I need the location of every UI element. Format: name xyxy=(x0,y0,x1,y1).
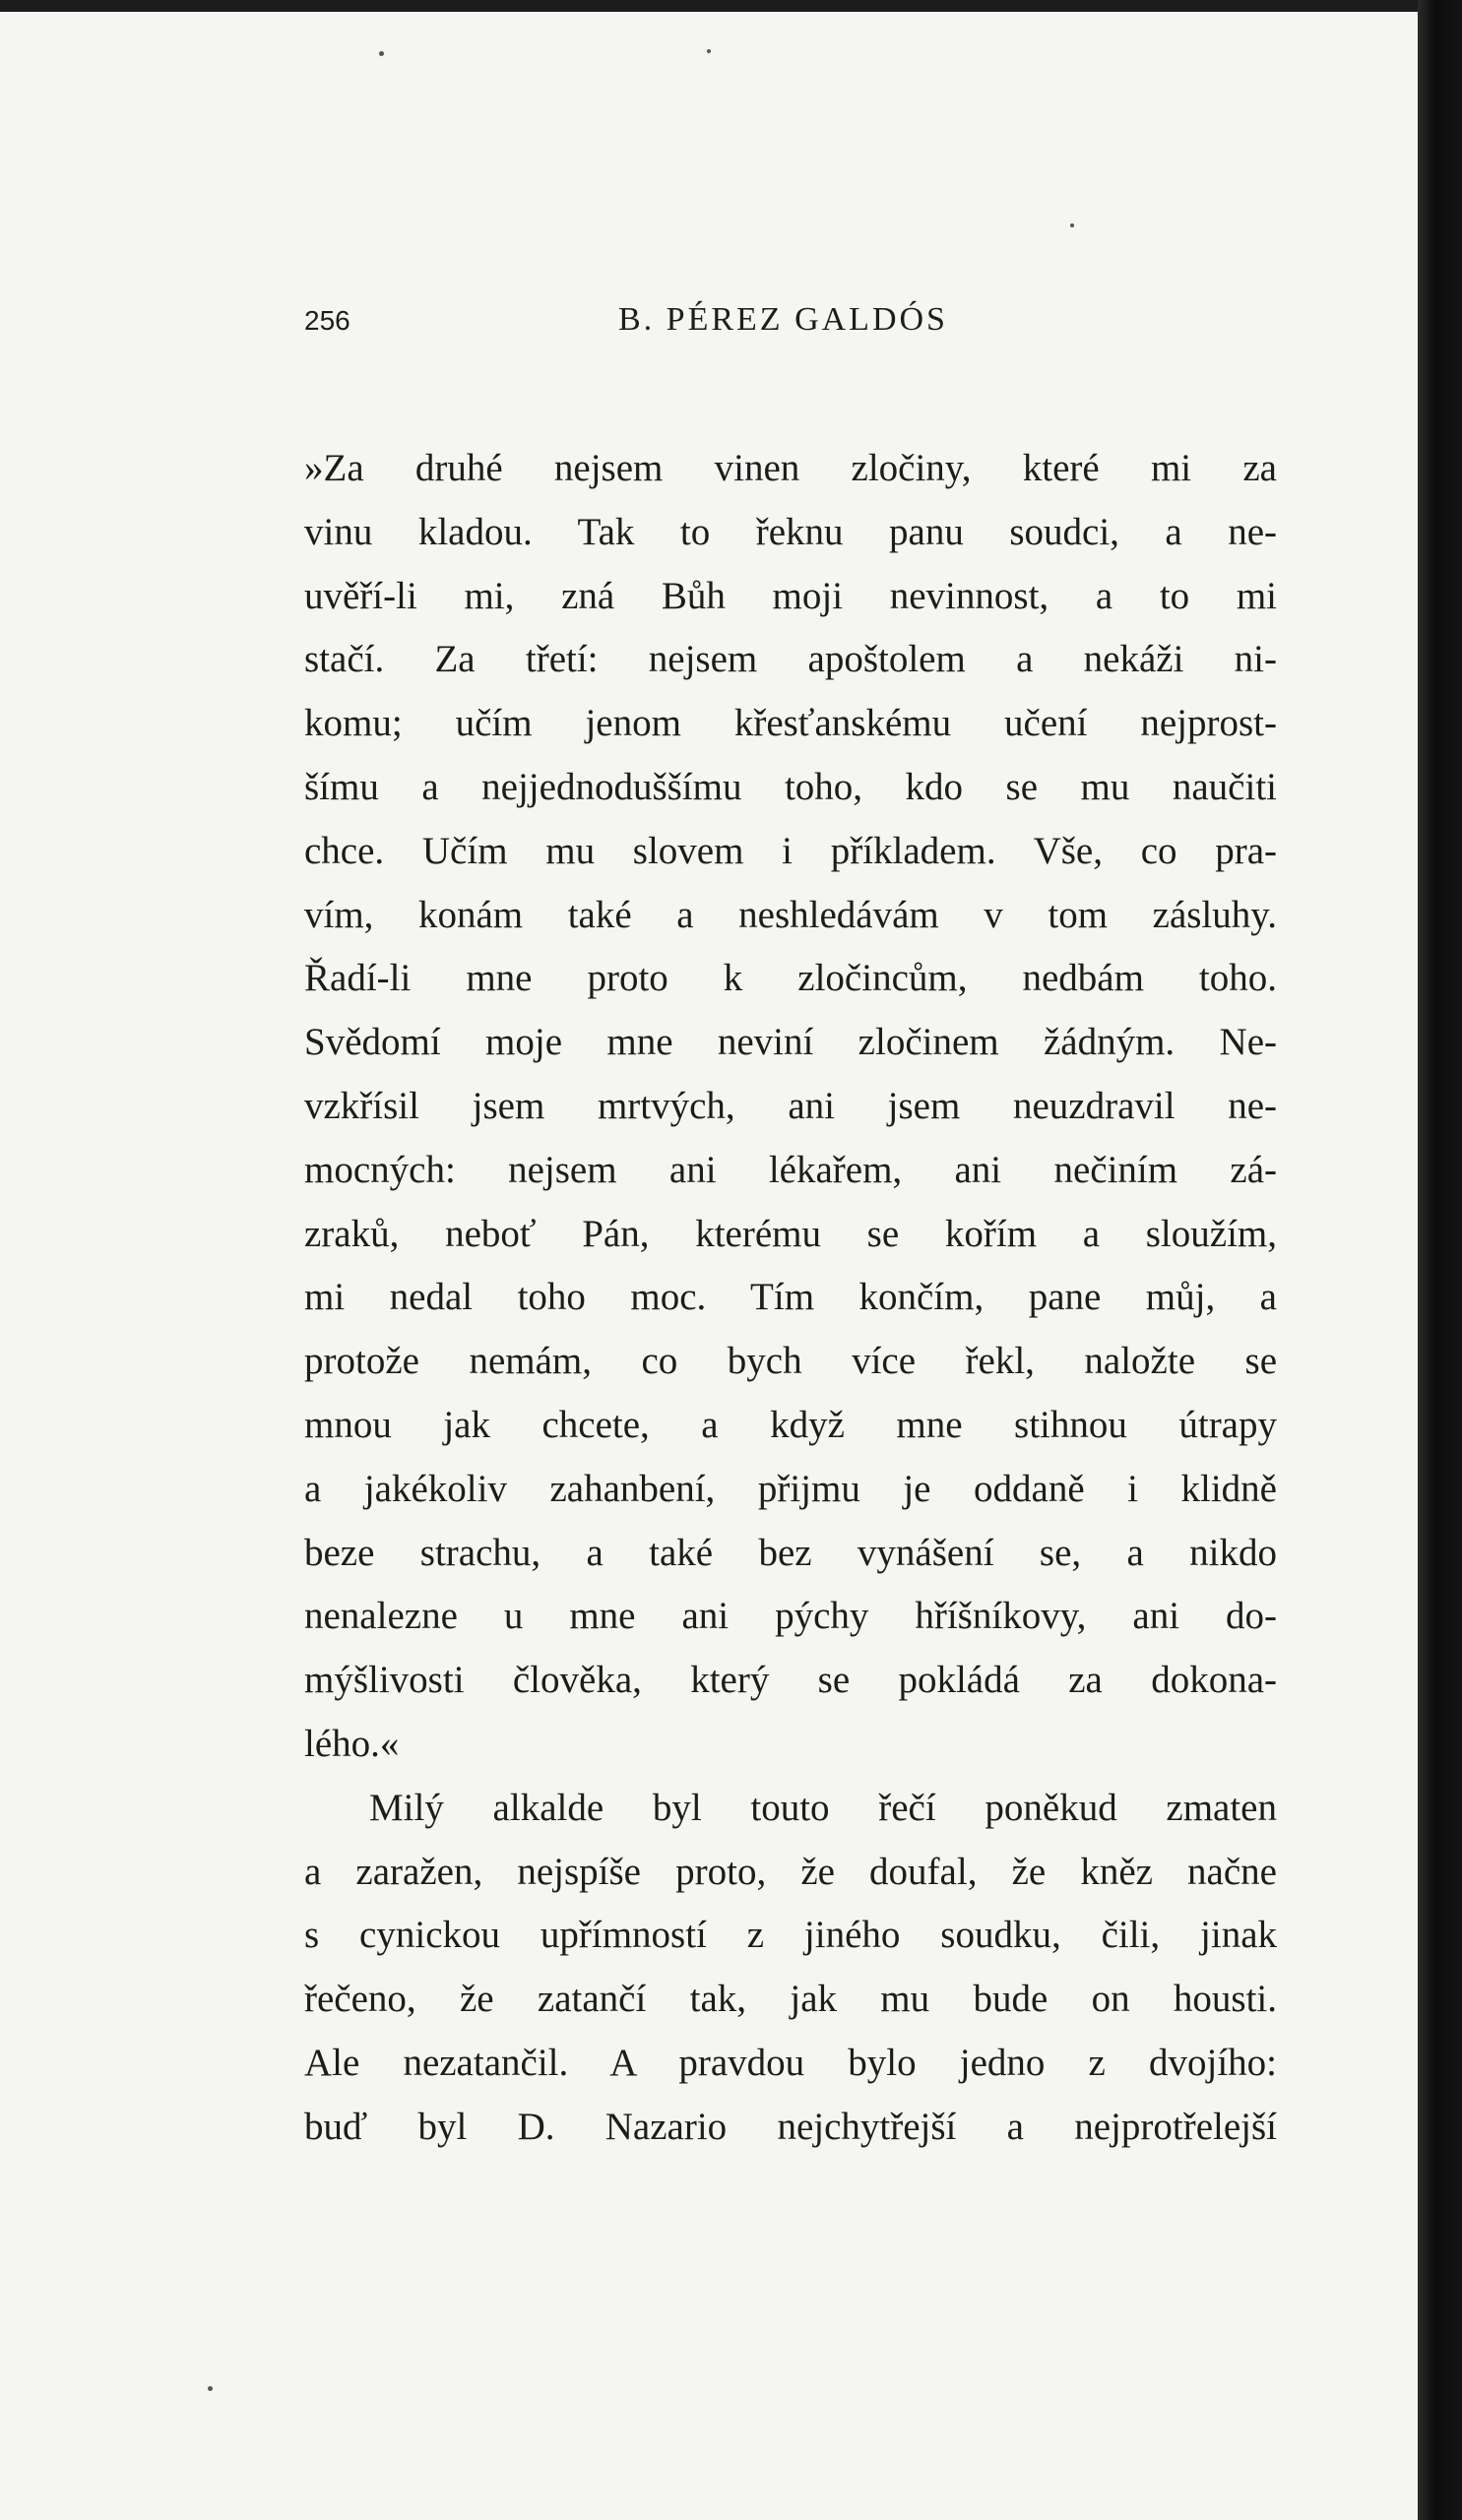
text-line: řečeno, že zatančí tak, jak mu bude on housti. xyxy=(304,1978,1277,2021)
paper-speck xyxy=(379,51,384,56)
text-line: Ale nezatančil. A pravdou bylo jedno z dvojího: xyxy=(304,2041,1277,2084)
text-line: protože nemám, co bych více řekl, naložte se xyxy=(304,1340,1277,1383)
text-line: beze strachu, a také bez vynášení se, a nikdo xyxy=(304,1531,1277,1574)
text-line: mnou jak chcete, a když mne stihnou útrapy xyxy=(304,1403,1277,1446)
text-line: šímu a nejjednoduššímu toho, kdo se mu naučiti xyxy=(304,765,1277,808)
paragraph xyxy=(304,437,1277,1777)
scan-edge xyxy=(1418,0,1462,2520)
text-line: a jakékoliv zahanbení, přijmu je oddaně i klidně xyxy=(304,1467,1277,1510)
text-line: lého.« xyxy=(304,1722,400,1765)
running-head: B. PÉREZ GALDÓS xyxy=(618,301,948,338)
text-line: Milý alkalde byl touto řečí poněkud zmaten xyxy=(369,1786,1277,1829)
text-line: vzkřísil jsem mrtvých, ani jsem neuzdravil ne- xyxy=(304,1084,1277,1127)
text-line: nenalezne u mne ani pýchy hříšníkovy, ani do- xyxy=(304,1595,1277,1638)
text-line: komu; učím jenom křesťanskému učení nejprost- xyxy=(304,702,1277,745)
paper-speck xyxy=(208,2386,213,2391)
book-page xyxy=(0,12,1418,2520)
text-line: zraků, neboť Pán, kterému se kořím a sloužím, xyxy=(304,1212,1277,1255)
paper-speck xyxy=(707,49,711,53)
paper-speck xyxy=(1070,223,1074,227)
text-line: vím, konám také a neshledávám v tom zásluhy. xyxy=(304,893,1277,936)
text-line: vinu kladou. Tak to řeknu panu soudci, a ne- xyxy=(304,510,1277,553)
text-line: mocných: nejsem ani lékařem, ani nečiním zá- xyxy=(304,1148,1277,1191)
text-line: chce. Učím mu slovem i příkladem. Vše, co pra- xyxy=(304,829,1277,872)
text-line: buď byl D. Nazario nejchytřejší a nejprotřelejší xyxy=(304,2105,1277,2148)
text-line: mi nedal toho moc. Tím končím, pane můj, a xyxy=(304,1276,1277,1319)
page-number: 256 xyxy=(304,305,350,336)
text-line: »Za druhé nejsem vinen zločiny, které mi za xyxy=(304,447,1277,489)
text-line: uvěří-li mi, zná Bůh moji nevinnost, a to mi xyxy=(304,574,1277,617)
text-line: s cynickou upřímností z jiného soudku, čili, jinak xyxy=(304,1914,1277,1957)
page-header xyxy=(304,297,1277,356)
body-text xyxy=(304,437,1277,2160)
text-line: Svědomí moje mne neviní zločinem žádným. Ne- xyxy=(304,1021,1277,1064)
text-line: mýšlivosti člověka, který se pokládá za dokona- xyxy=(304,1659,1277,1702)
paragraph xyxy=(304,1777,1277,2160)
text-line: a zaražen, nejspíše proto, že doufal, že kněz načne xyxy=(304,1850,1277,1893)
text-line: stačí. Za třetí: nejsem apoštolem a nekáži ni- xyxy=(304,638,1277,681)
text-line: Řadí-li mne proto k zločincům, nedbám toho. xyxy=(304,957,1277,1000)
